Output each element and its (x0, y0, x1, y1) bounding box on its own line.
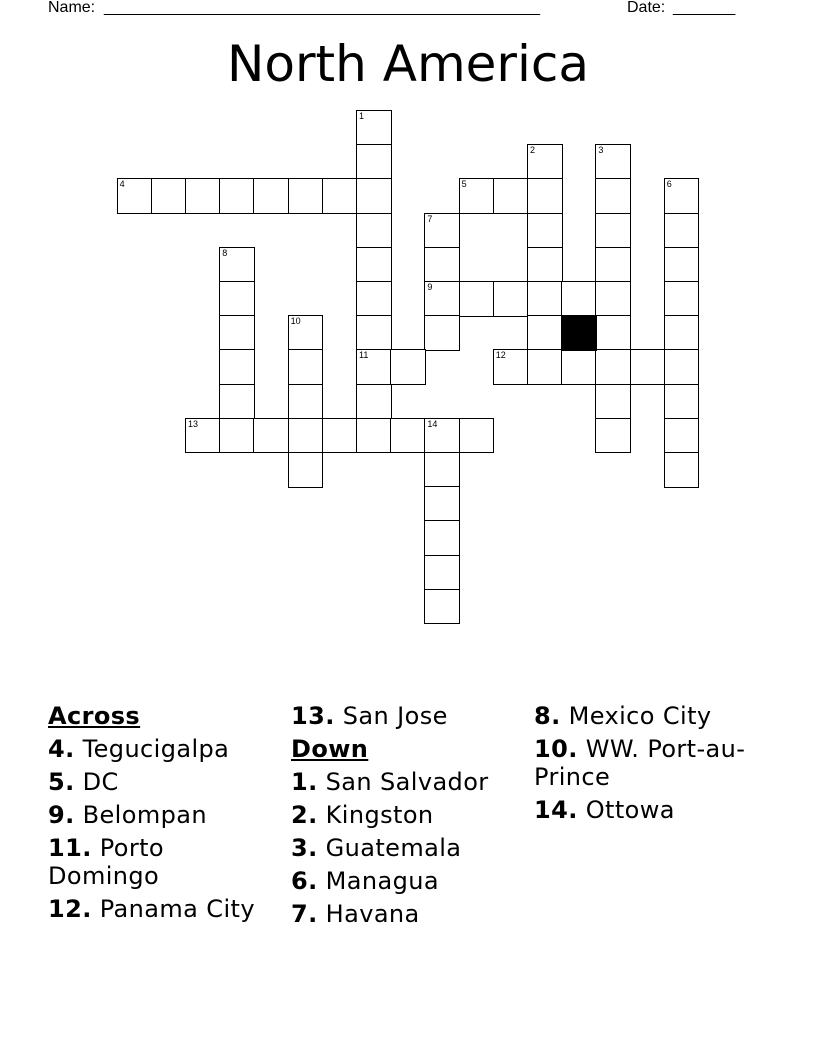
cell-number: 2 (530, 145, 536, 156)
clue-number: 13. (291, 702, 335, 730)
clue-number: 11. (48, 834, 92, 862)
grid-cell[interactable] (664, 281, 700, 317)
grid-cell[interactable] (288, 315, 324, 351)
clue-text: San Salvador (325, 768, 489, 796)
clue-text: Ottowa (585, 796, 675, 824)
grid-cell[interactable] (322, 178, 358, 214)
grid-cell[interactable] (219, 178, 255, 214)
clue-across (48, 735, 278, 763)
grid-cell[interactable] (664, 315, 700, 351)
grid-cell[interactable] (219, 247, 255, 283)
grid-cell[interactable] (493, 178, 529, 214)
grid-cell[interactable] (664, 349, 700, 385)
grid-cell[interactable] (424, 452, 460, 488)
cell-number: 10 (290, 316, 301, 327)
grid-cell[interactable] (424, 418, 460, 454)
date-blank[interactable]: _______ (673, 0, 736, 16)
grid-cell[interactable] (219, 315, 255, 351)
clue-down (534, 702, 774, 730)
grid-cell[interactable] (185, 178, 221, 214)
grid-cell[interactable] (356, 349, 392, 385)
grid-cell[interactable] (356, 247, 392, 283)
clue-across (291, 702, 516, 730)
clue-down (291, 900, 516, 928)
grid-cell[interactable] (595, 315, 631, 351)
grid-cell[interactable] (151, 178, 187, 214)
cell-number: 13 (188, 418, 199, 429)
grid-cell[interactable] (664, 178, 700, 214)
clue-down (291, 867, 516, 895)
grid-cell[interactable] (356, 110, 392, 146)
clue-number: 12. (48, 895, 92, 923)
clue-down (534, 735, 774, 791)
grid-cell[interactable] (630, 349, 666, 385)
cell-number: 1 (359, 111, 365, 121)
grid-cell[interactable] (253, 418, 289, 454)
grid-cell[interactable] (288, 418, 324, 454)
black-cell (561, 315, 597, 351)
grid-cell[interactable] (288, 452, 324, 488)
grid-cell[interactable] (493, 349, 529, 385)
clue-number: 10. (534, 735, 578, 763)
grid-cell[interactable] (356, 144, 392, 180)
grid-cell[interactable] (459, 418, 495, 454)
clue-across (48, 895, 278, 923)
grid-cell[interactable] (253, 178, 289, 214)
grid-cell[interactable] (664, 418, 700, 454)
clue-text: Tegucigalpa (82, 735, 230, 763)
grid-cell[interactable] (219, 418, 255, 454)
clue-number: 5. (48, 768, 75, 796)
clue-column-1 (48, 702, 278, 928)
grid-cell[interactable] (219, 384, 255, 420)
clue-text: Havana (325, 900, 420, 928)
clue-number: 4. (48, 735, 75, 763)
grid-cell[interactable] (356, 384, 392, 420)
grid-cell[interactable] (356, 281, 392, 317)
across-heading: Across (48, 702, 141, 730)
grid-cell[interactable] (356, 418, 392, 454)
grid-cell[interactable] (322, 418, 358, 454)
clue-text: Mexico City (568, 702, 712, 730)
clue-text: Managua (325, 867, 439, 895)
grid-cell[interactable] (527, 349, 563, 385)
grid-cell[interactable] (288, 178, 324, 214)
grid-cell[interactable] (595, 281, 631, 317)
clue-text: Kingston (325, 801, 434, 829)
cell-number: 12 (495, 350, 506, 361)
grid-cell[interactable] (595, 213, 631, 249)
grid-cell[interactable] (356, 178, 392, 214)
clue-number: 9. (48, 801, 75, 829)
grid-cell[interactable] (356, 213, 392, 249)
grid-cell[interactable] (527, 144, 563, 180)
grid-cell[interactable] (664, 247, 700, 283)
clue-number: 1. (291, 768, 318, 796)
grid-cell[interactable] (664, 452, 700, 488)
grid-cell[interactable] (595, 349, 631, 385)
clue-number: 8. (534, 702, 561, 730)
grid-cell[interactable] (595, 418, 631, 454)
clue-text: DC (82, 768, 119, 796)
grid-cell[interactable] (664, 213, 700, 249)
cell-number: 4 (119, 179, 125, 190)
cell-number: 6 (666, 179, 672, 190)
cell-number: 3 (598, 145, 604, 156)
grid-cell[interactable] (219, 349, 255, 385)
grid-cell[interactable] (561, 349, 597, 385)
clue-down (291, 801, 516, 829)
grid-cell[interactable] (117, 178, 153, 214)
grid-cell[interactable] (561, 281, 597, 317)
clue-across (48, 834, 278, 890)
grid-cell[interactable] (527, 315, 563, 351)
grid-cell[interactable] (424, 555, 460, 591)
date-label: Date: (627, 0, 666, 16)
grid-cell[interactable] (527, 281, 563, 317)
grid-cell[interactable] (527, 213, 563, 249)
grid-cell[interactable] (595, 178, 631, 214)
grid-cell[interactable] (459, 178, 495, 214)
cell-number: 5 (461, 179, 467, 190)
page-title: North America (227, 35, 589, 93)
cell-number: 14 (427, 418, 438, 429)
clue-number: 3. (291, 834, 318, 862)
clue-across (48, 768, 278, 796)
cell-number: 8 (222, 247, 228, 258)
clue-text: WW. Port-au-Prince (534, 735, 746, 791)
clue-number: 2. (291, 801, 318, 829)
clue-text: Belompan (82, 801, 207, 829)
clue-down (291, 768, 516, 796)
grid-cell[interactable] (288, 349, 324, 385)
grid-cell[interactable] (390, 349, 426, 385)
down-heading: Down (291, 735, 369, 763)
grid-cell[interactable] (493, 281, 529, 317)
clue-down (291, 834, 516, 862)
grid-cell[interactable] (459, 281, 495, 317)
cell-number: 9 (427, 282, 433, 292)
grid-cell[interactable] (356, 315, 392, 351)
grid-cell[interactable] (185, 418, 221, 454)
grid-cell[interactable] (288, 384, 324, 420)
grid-cell[interactable] (424, 315, 460, 351)
grid-cell[interactable] (595, 247, 631, 283)
grid-cell[interactable] (664, 384, 700, 420)
name-label: Name: (48, 0, 96, 16)
name-blank[interactable]: _________________________________________________ (104, 0, 541, 16)
clue-number: 6. (291, 867, 318, 895)
grid-cell[interactable] (527, 247, 563, 283)
clue-column-2 (291, 702, 516, 933)
grid-cell[interactable] (424, 589, 460, 625)
clue-text: Panama City (99, 895, 255, 923)
clue-number: 7. (291, 900, 318, 928)
clue-text: Porto Domingo (48, 834, 165, 890)
grid-cell[interactable] (424, 486, 460, 522)
clue-down (534, 796, 774, 824)
clue-across (48, 801, 278, 829)
clue-text: San Jose (342, 702, 448, 730)
grid-cell[interactable] (424, 213, 460, 249)
cell-number: 7 (427, 213, 433, 224)
cell-number: 11 (359, 350, 369, 361)
clue-column-3 (534, 702, 774, 829)
grid-cell[interactable] (424, 281, 460, 317)
grid-cell[interactable] (595, 384, 631, 420)
clue-number: 14. (534, 796, 578, 824)
grid-cell[interactable] (424, 520, 460, 556)
clue-text: Guatemala (325, 834, 462, 862)
grid-cell[interactable] (595, 144, 631, 180)
grid-cell[interactable] (390, 418, 426, 454)
grid-cell[interactable] (424, 247, 460, 283)
grid-cell[interactable] (527, 178, 563, 214)
grid-cell[interactable] (219, 281, 255, 317)
